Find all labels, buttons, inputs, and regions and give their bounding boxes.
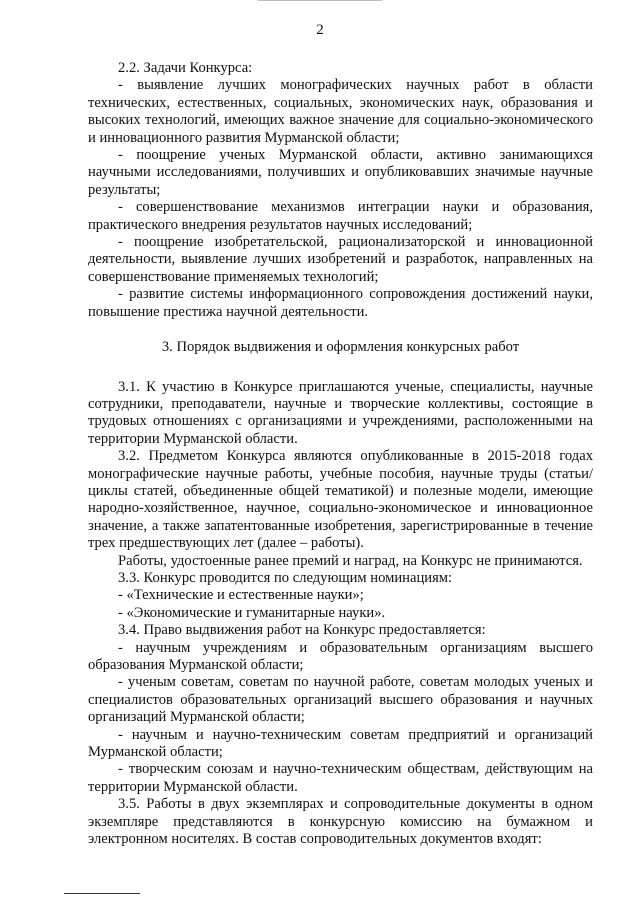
section-3-paragraph: 3.2. Предметом Конкурса являются опубликованные в 2015-2018 годах монографические научные работы, учебные пособия, научные труды (статьи/циклы статей, объединенные общей тематикой) и полезные модели, имеющие народно-хозяйственное, научное, социально-экономическое и инновационное значение, а также запатентованные изобретения, зарегистрированные в течение трех предшествующих лет (далее – работы).: [88, 448, 593, 552]
task-item: - выявление лучших монографических научных работ в области технических, естественных, социальных, экономических наук, образования и высоких технологий, имеющих важное значение для социально-экономического и инновационного развития Мурманской области;: [88, 77, 593, 146]
section-3-paragraph: 3.1. К участию в Конкурсе приглашаются ученые, специалисты, научные сотрудники, преподаватели, научные и творческие коллективы, состоящие в трудовых отношениях с организациями и учреждениями, расположенными на территории Мурманской области.: [88, 378, 593, 447]
nominator-item: - научным и научно-техническим советам предприятий и организаций Мурманской области;: [88, 726, 593, 761]
section-3-paragraph: 3.4. Право выдвижения работ на Конкурс предоставляется:: [118, 622, 486, 639]
task-item: - поощрение ученых Мурманской области, активно занимающихся научными исследованиями, получивших и опубликовавших значимые научные результаты;: [88, 147, 593, 198]
section-3-paragraph: 3.3. Конкурс проводится по следующим номинациям:: [118, 569, 453, 586]
task-item: - поощрение изобретательской, рационализаторской и инновационной деятельности, выявление лучших изобретений и разработок, направленных на совершенствование применяемых технологий;: [88, 234, 593, 285]
section-3-heading: 3. Порядок выдвижения и оформления конкурсных работ: [161, 339, 520, 356]
page-number: 2: [316, 22, 324, 38]
task-item: - совершенствование механизмов интеграции науки и образования, практического внедрения результатов научных исследований;: [88, 199, 593, 233]
section-2-2-heading: 2.2. Задачи Конкурса:: [118, 60, 253, 76]
nomination-item: - «Экономические и гуманитарные науки».: [118, 604, 386, 621]
document-body: [88, 60, 593, 848]
nominator-item: - творческим союзам и научно-техническим обществам, действующим на территории Мурманской области.: [88, 761, 593, 795]
task-item: - развитие системы информационного сопровождения достижений науки, повышение престижа научной деятельности.: [88, 286, 593, 320]
section-3-paragraph: 3.5. Работы в двух экземплярах и сопроводительные документы в одном экземпляре представляются в конкурсную комиссию на бумажном и электронном носителях. В состав сопроводительных документов входят:: [88, 796, 593, 848]
scan-edge-mark: [258, 0, 382, 1]
nomination-item: - «Технические и естественные науки»;: [118, 587, 364, 604]
footer-rule: [64, 893, 140, 894]
nominator-item: - ученым советам, советам по научной работе, советам молодых ученых и специалистов образовательных организаций высшего образования и научных организаций Мурманской области;: [88, 674, 593, 726]
nominator-item: - научным учреждениям и образовательным организациям высшего образования Мурманской области;: [88, 639, 593, 673]
section-3-paragraph: Работы, удостоенные ранее премий и наград, на Конкурс не принимаются.: [118, 552, 583, 569]
